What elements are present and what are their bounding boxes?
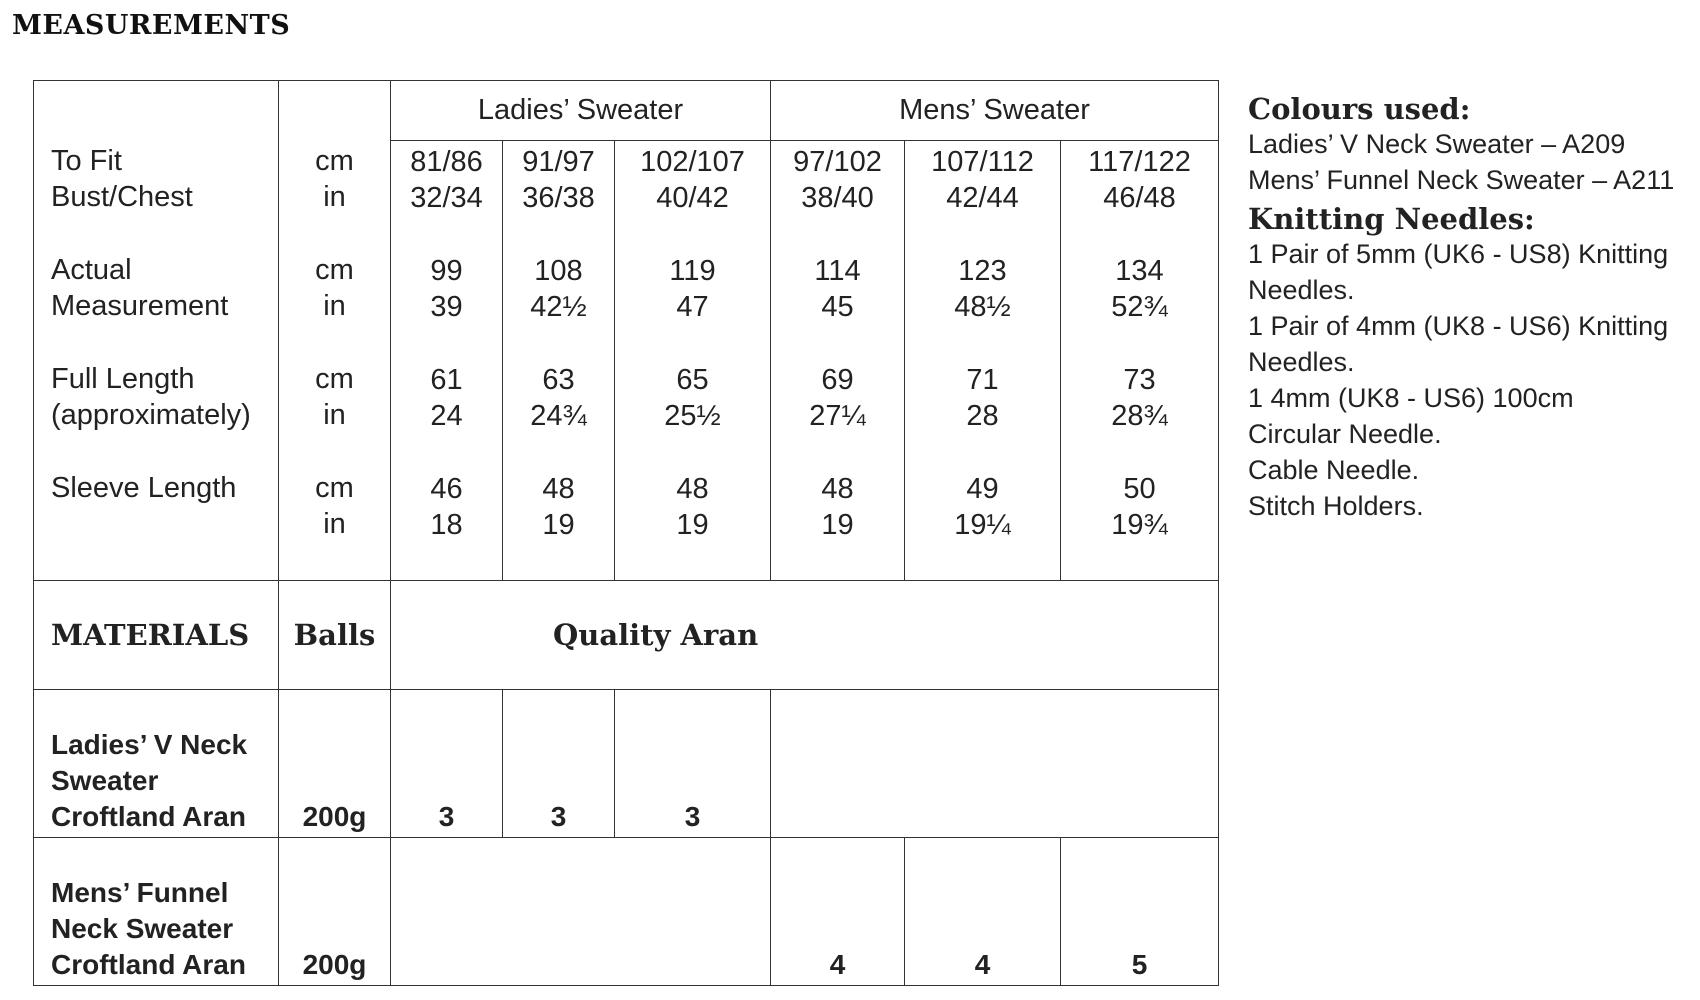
quality-heading: Quality Aran	[391, 581, 1219, 690]
measurement-value: 19	[821, 509, 854, 541]
side-panel	[1248, 92, 1698, 524]
needle-line: 1 Pair of 4mm (UK8 - US6) Knitting	[1248, 311, 1669, 341]
materials-heading: MATERIALS	[34, 581, 279, 690]
unit-in: in	[323, 290, 346, 322]
value-block	[615, 144, 770, 253]
value-block	[1061, 471, 1218, 580]
measurement-value: 48½	[954, 291, 1011, 323]
measurement-value: 28¾	[1111, 400, 1168, 432]
value-block	[771, 144, 904, 253]
value-block	[503, 144, 614, 253]
measurement-value: Measurement	[51, 290, 229, 322]
measurement-value: 18	[430, 509, 463, 541]
measurement-value: 49	[966, 473, 999, 505]
measurement-value: 108	[534, 255, 583, 287]
measurement-value: Full Length	[51, 363, 195, 395]
measure-label	[51, 361, 278, 470]
unit-in: in	[323, 399, 346, 431]
measure-label	[51, 470, 278, 579]
value-block	[391, 144, 502, 253]
measurement-value: 61	[430, 364, 463, 396]
measurement-value: 40/42	[656, 182, 729, 214]
measurement-value: 24¾	[530, 400, 587, 432]
measurement-value: (approximately)	[51, 399, 251, 431]
item-label	[34, 690, 279, 838]
empty-cell	[771, 690, 1219, 838]
measurement-value: 123	[958, 255, 1007, 287]
measurement-value: Bust/Chest	[51, 181, 193, 213]
measurement-value: 114	[814, 255, 861, 287]
measurement-value: 65	[676, 364, 709, 396]
measurement-value: 117/122	[1088, 146, 1191, 178]
measurement-value: 38/40	[801, 182, 874, 214]
unit-cm: cm	[315, 363, 354, 395]
measurement-value: 48	[821, 473, 854, 505]
value-block	[279, 361, 390, 470]
value-block: Mens’ Funnel	[51, 877, 229, 908]
value-block	[615, 253, 770, 362]
measurement-value: 46	[430, 473, 463, 505]
measurement-value: 97/102	[793, 146, 882, 178]
unit-column	[279, 81, 391, 581]
value-block	[615, 362, 770, 471]
unit-in: in	[323, 508, 346, 540]
measurement-value: 91/97	[522, 146, 595, 178]
measurement-value: 52¾	[1111, 291, 1168, 323]
value-block	[503, 253, 614, 362]
ball-count: 3	[503, 690, 615, 838]
measurement-value: 73	[1123, 364, 1156, 396]
measurement-value: 134	[1115, 255, 1164, 287]
empty-cell	[391, 838, 771, 986]
measurement-value: 19¼	[954, 509, 1011, 541]
value-block	[279, 470, 390, 579]
measurement-value: 50	[1123, 473, 1156, 505]
needles-heading: Knitting Needles:	[1248, 202, 1535, 236]
size-column	[391, 141, 503, 581]
value-block: Croftland Aran	[51, 801, 246, 832]
value-block	[615, 471, 770, 580]
measurement-value: 32/34	[410, 182, 483, 214]
measurement-value: 19	[542, 509, 575, 541]
measurement-value: 27¼	[809, 400, 866, 432]
value-block	[279, 252, 390, 361]
materials-row	[34, 581, 1219, 690]
measurement-value: 39	[430, 291, 463, 323]
value-block	[503, 362, 614, 471]
needle-line: Stitch Holders.	[1248, 491, 1424, 521]
value-block	[771, 253, 904, 362]
header-row	[34, 81, 1219, 141]
colour-item: Ladies’ V Neck Sweater – A209	[1248, 129, 1626, 159]
unit-in: in	[323, 181, 346, 213]
value-block	[1061, 362, 1218, 471]
item-weight: 200g	[279, 838, 391, 986]
item-row-mens	[34, 838, 1219, 986]
needle-line: 1 4mm (UK8 - US6) 100cm	[1248, 383, 1574, 413]
measurement-value: 46/48	[1103, 182, 1176, 214]
needle-line: Needles.	[1248, 275, 1355, 305]
measurement-value: 107/112	[931, 146, 1034, 178]
value-block	[771, 471, 904, 580]
size-column	[905, 141, 1061, 581]
colours-heading: Colours used:	[1248, 92, 1471, 126]
ball-count: 4	[771, 838, 905, 986]
measurement-value: Sleeve Length	[51, 472, 237, 504]
measure-label-column	[34, 81, 279, 581]
measurement-value: 36/38	[522, 182, 595, 214]
measurement-value: 48	[676, 473, 709, 505]
unit-cm: cm	[315, 472, 354, 504]
value-block	[905, 362, 1060, 471]
value-block	[905, 144, 1060, 253]
measurement-value: 25½	[664, 400, 721, 432]
ladies-sweater-header: Ladies’ Sweater	[391, 81, 771, 141]
size-column	[503, 141, 615, 581]
value-block: Ladies’ V Neck	[51, 729, 248, 760]
measurement-value: 81/86	[410, 146, 483, 178]
value-block: Croftland Aran	[51, 949, 246, 980]
measurement-value: 24	[430, 400, 463, 432]
needle-line: Cable Needle.	[1248, 455, 1420, 485]
measurement-value: 45	[821, 291, 854, 323]
item-label	[34, 838, 279, 986]
size-column	[771, 141, 905, 581]
value-block	[391, 253, 502, 362]
value-block	[391, 471, 502, 580]
measurement-value: Actual	[51, 254, 132, 286]
value-block	[1061, 253, 1218, 362]
measurement-value: 119	[669, 255, 716, 287]
value-block: Neck Sweater	[51, 913, 234, 944]
size-column	[1061, 141, 1219, 581]
value-block	[905, 471, 1060, 580]
value-block	[1061, 144, 1218, 253]
value-block	[279, 143, 390, 252]
measure-label	[51, 143, 278, 252]
mens-sweater-header: Mens’ Sweater	[771, 81, 1219, 141]
colour-item: Mens’ Funnel Neck Sweater – A211	[1248, 165, 1675, 195]
ball-count: 3	[391, 690, 503, 838]
measure-label	[51, 252, 278, 361]
measurement-value: 48	[542, 473, 575, 505]
measurement-value: 99	[430, 255, 463, 287]
ball-count: 4	[905, 838, 1061, 986]
needle-line: Needles.	[1248, 347, 1355, 377]
needle-line: 1 Pair of 5mm (UK6 - US8) Knitting	[1248, 239, 1669, 269]
value-block	[391, 362, 502, 471]
item-weight: 200g	[279, 690, 391, 838]
measurement-value: To Fit	[51, 145, 122, 177]
value-block: Sweater	[51, 765, 159, 796]
needle-line: Circular Needle.	[1248, 419, 1442, 449]
unit-cm: cm	[315, 254, 354, 286]
measurement-value: 42½	[530, 291, 587, 323]
value-block	[771, 362, 904, 471]
measurement-value: 42/44	[946, 182, 1019, 214]
item-row-ladies	[34, 690, 1219, 838]
measurement-value: 28	[966, 400, 999, 432]
size-column	[615, 141, 771, 581]
value-block	[503, 471, 614, 580]
measurement-value: 19¾	[1111, 509, 1168, 541]
measurement-value: 71	[966, 364, 999, 396]
measurement-value: 19	[676, 509, 709, 541]
measurement-value: 102/107	[640, 146, 745, 178]
value-block	[905, 253, 1060, 362]
measurement-value: 47	[676, 291, 709, 323]
unit-cm: cm	[315, 145, 354, 177]
ball-count: 3	[615, 690, 771, 838]
ball-count: 5	[1061, 838, 1219, 986]
balls-heading: Balls	[279, 581, 391, 690]
measurement-value: 63	[542, 364, 575, 396]
page-title: MEASUREMENTS	[12, 10, 291, 41]
measurement-value: 69	[821, 364, 854, 396]
measurements-table	[33, 80, 1219, 986]
